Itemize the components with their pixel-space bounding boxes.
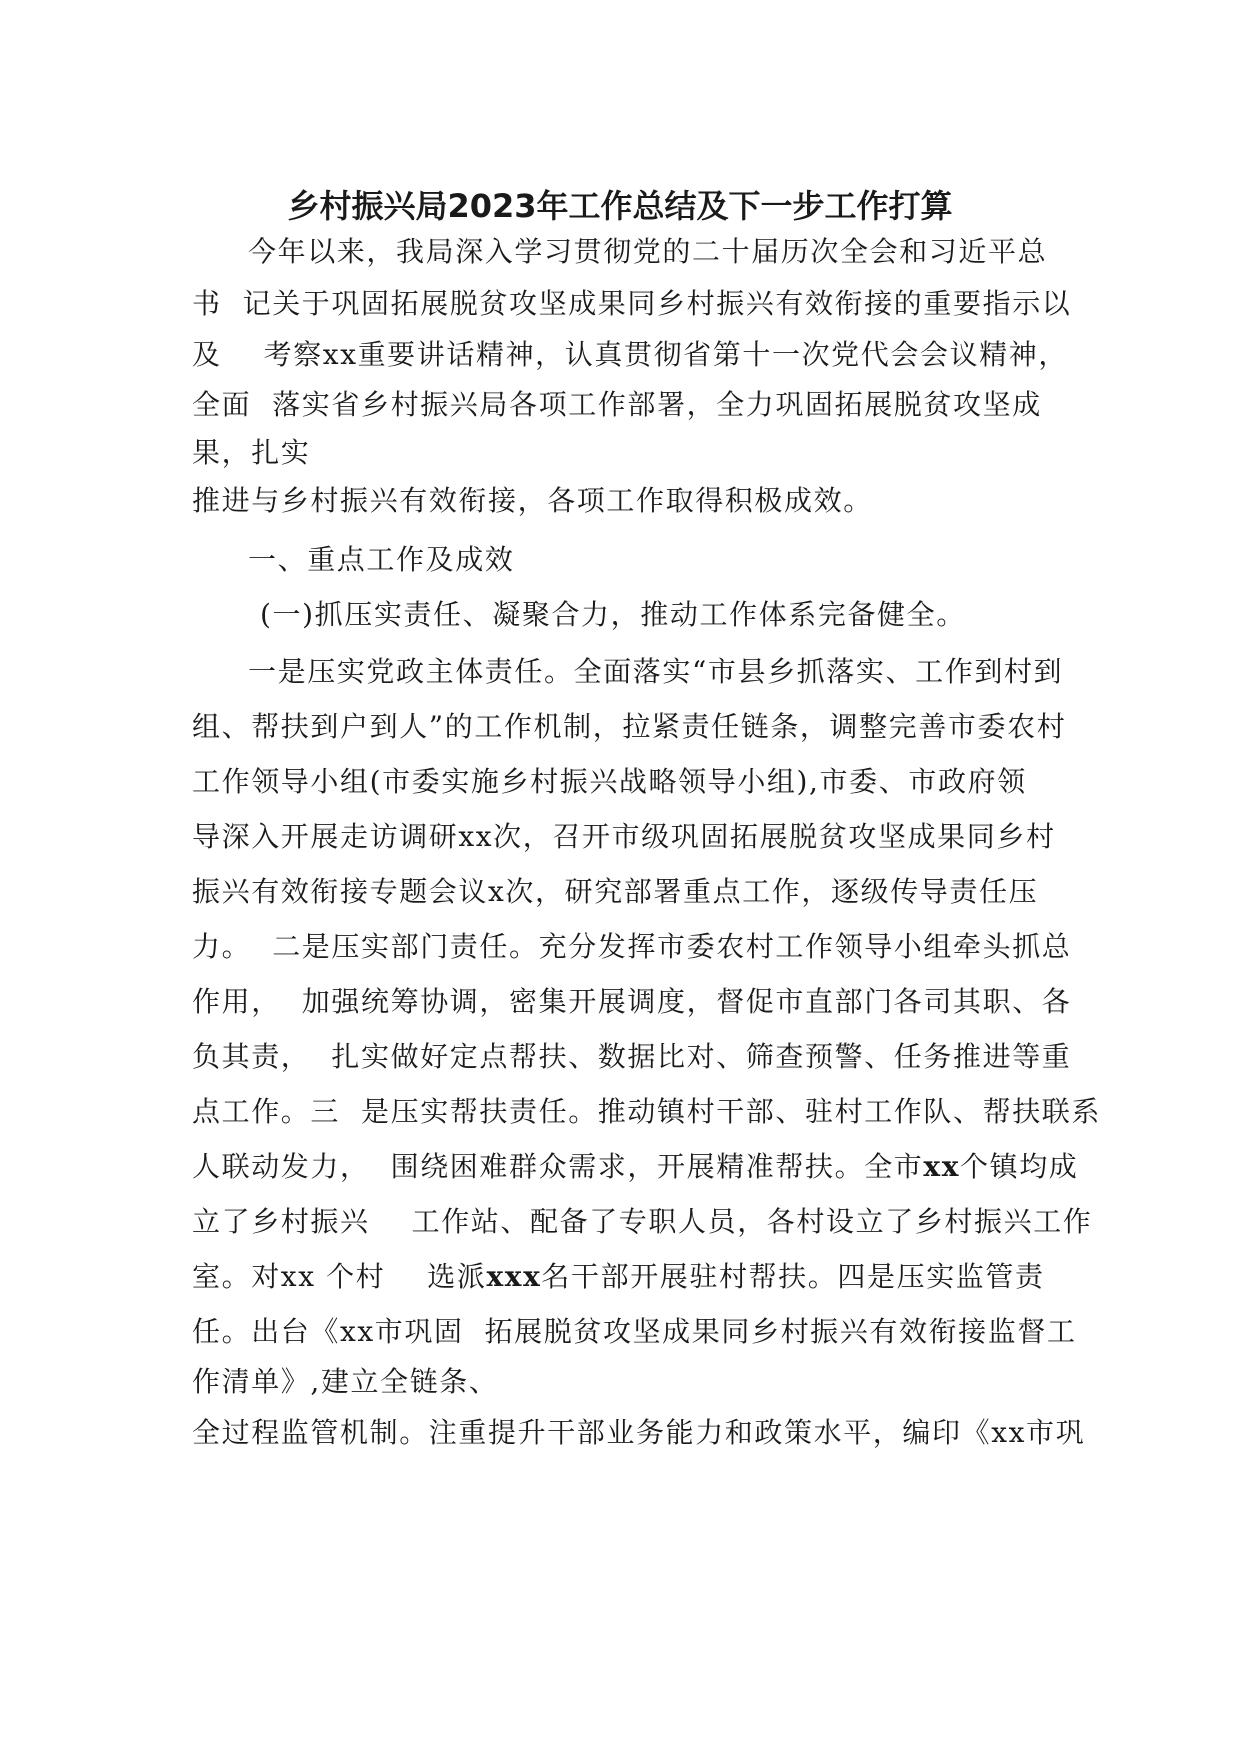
paragraph-line: 书 记关于巩固拓展脱贫攻坚成果同乡村振兴有效衔接的重要指示以 [192,287,1072,320]
paragraph-line: 全过程监管机制。注重提升干部业务能力和政策水平，编印《xx市巩 [192,1416,1086,1449]
line-segment: 室。对xx 个村 选派 [192,1260,487,1293]
document-title: 乡村振兴局2023年工作总结及下一步工作打算 [287,187,953,225]
paragraph-line: 力。 二是压实部门责任。充分发挥市委农村工作领导小组牵头抓总 [192,930,1072,963]
paragraph-line [192,1257,1045,1297]
bold-number: xxx [486,1260,542,1293]
bold-number: xx [923,1150,960,1183]
paragraph-line: 任。出台《xx市巩固 拓展脱贫攻坚成果同乡村振兴有效衔接监督工 [192,1315,1077,1348]
paragraph-line: 负其责， 扎实做好定点帮扶、数据比对、筛查预警、任务推进等重 [192,1040,1072,1073]
paragraph-line: 一是压实党政主体责任。全面落实“市县乡抓落实、工作到村到 [248,655,1064,688]
paragraph-line: 今年以来，我局深入学习贯彻党的二十届历次全会和习近平总 [248,235,1048,268]
paragraph-line: 作用， 加强统筹协调，密集开展调度，督促市直部门各司其职、各 [192,985,1072,1018]
paragraph-line: 立了乡村振兴 工作站、配备了专职人员，各村设立了乡村振兴工作 [192,1205,1093,1238]
paragraph-line: 导深入开展走访调研xx次，召开市级巩固拓展脱贫攻坚成果同乡村 [192,820,1056,853]
paragraph-line: 组、帮扶到户到人”的工作机制，拉紧责任链条，调整完善市委农村 [192,710,1067,743]
paragraph-line: 及 考察xx重要讲话精神，认真贯彻省第十一次党代会会议精神， [192,338,1068,371]
paragraph-line: 振兴有效衔接专题会议x次，研究部署重点工作，逐级传导责任压 [192,875,1039,908]
section-heading: 一、重点工作及成效 [248,543,515,576]
paragraph-line: 工作领导小组(市委实施乡村振兴战略领导小组),市委、市政府领 [192,765,1027,798]
paragraph-line: 果，扎实 [192,436,311,469]
paragraph-line: 全面 落实省乡村振兴局各项工作部署，全力巩固拓展脱贫攻坚成 [192,388,1042,421]
paragraph-line [192,1147,1078,1187]
line-segment: 名干部开展驻村帮扶。四是压实监管责 [541,1260,1045,1293]
subsection-heading: (一)抓压实责任、凝聚合力，推动工作体系完备健全。 [260,598,966,631]
line-segment: 个镇均成 [960,1150,1079,1183]
paragraph-line: 推进与乡村振兴有效衔接，各项工作取得积极成效。 [192,484,873,517]
line-segment: 人联动发力， 围绕困难群众需求，开展精准帮扶。全市 [192,1150,924,1183]
paragraph-line: 点工作。三 是压实帮扶责任。推动镇村干部、驻村工作队、帮扶联系 [192,1095,1102,1128]
paragraph-line: 作清单》,建立全链条、 [192,1365,499,1398]
